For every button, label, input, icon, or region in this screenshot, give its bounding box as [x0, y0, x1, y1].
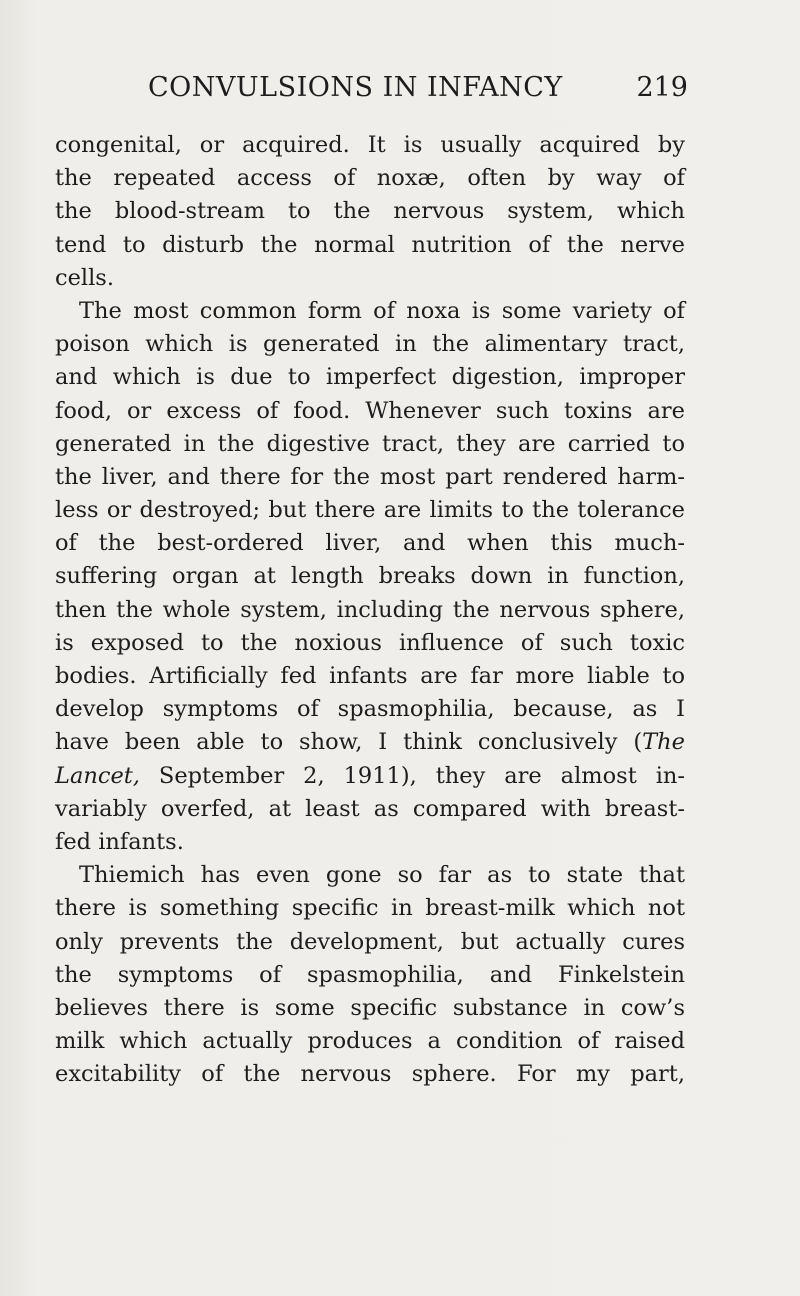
text-line: the symptoms of spasmophilia, and Finkelstein: [55, 961, 685, 988]
running-title: CONVULSIONS IN INFANCY: [148, 72, 563, 103]
text-line: bodies. Artificially fed infants are far more liable to: [55, 663, 685, 689]
text-line: food, or excess of food. Whenever such toxins are: [55, 397, 685, 424]
text-line: believes there is some specific substance in cow’s: [55, 994, 685, 1021]
text-line: Thiemich has even gone so far as to state that: [79, 862, 685, 889]
text-line: milk which actually produces a condition of raised: [55, 1028, 685, 1055]
body-text: [55, 129, 685, 1091]
page-header: [148, 72, 688, 112]
text-line: there is something specific in breast-milk which not: [55, 895, 685, 922]
text-line: congenital, or acquired. It is usually acquired by: [55, 132, 685, 158]
text-line: have been able to show, I think conclusively (The: [55, 729, 685, 756]
text-line: poison which is generated in the alimentary tract,: [55, 331, 685, 358]
text-line: the repeated access of noxæ, often by way of: [55, 165, 685, 192]
text-line: generated in the digestive tract, they are carried to: [55, 430, 685, 457]
text-line: Lancet, September 2, 1911), they are almost in-: [55, 762, 685, 789]
text-line: cells.: [55, 264, 115, 291]
text-line: the blood-stream to the nervous system, which: [55, 198, 685, 225]
text-line: then the whole system, including the nervous sphere,: [55, 596, 685, 623]
text-line: less or destroyed; but there are limits to the tolerance: [55, 497, 685, 524]
text-line: tend to disturb the normal nutrition of the nerve: [55, 231, 685, 258]
text-line: fed infants.: [55, 828, 184, 855]
text-line: variably overfed, at least as compared with breast-: [55, 795, 685, 822]
text-line: develop symptoms of spasmophilia, because, as I: [55, 696, 685, 723]
text-line: only prevents the development, but actually cures: [55, 928, 685, 955]
text-line: excitability of the nervous sphere. For my part,: [55, 1061, 685, 1088]
text-line: the liver, and there for the most part rendered harm-: [55, 463, 685, 490]
page-number: 219: [636, 72, 688, 103]
text-line: suffering organ at length breaks down in function,: [55, 563, 685, 590]
text-line: and which is due to imperfect digestion, improper: [55, 364, 685, 391]
text-line: of the best-ordered liver, and when this much-: [55, 530, 685, 557]
text-line: is exposed to the noxious influence of such toxic: [55, 629, 685, 656]
text-line: The most common form of noxa is some variety of: [79, 297, 685, 324]
